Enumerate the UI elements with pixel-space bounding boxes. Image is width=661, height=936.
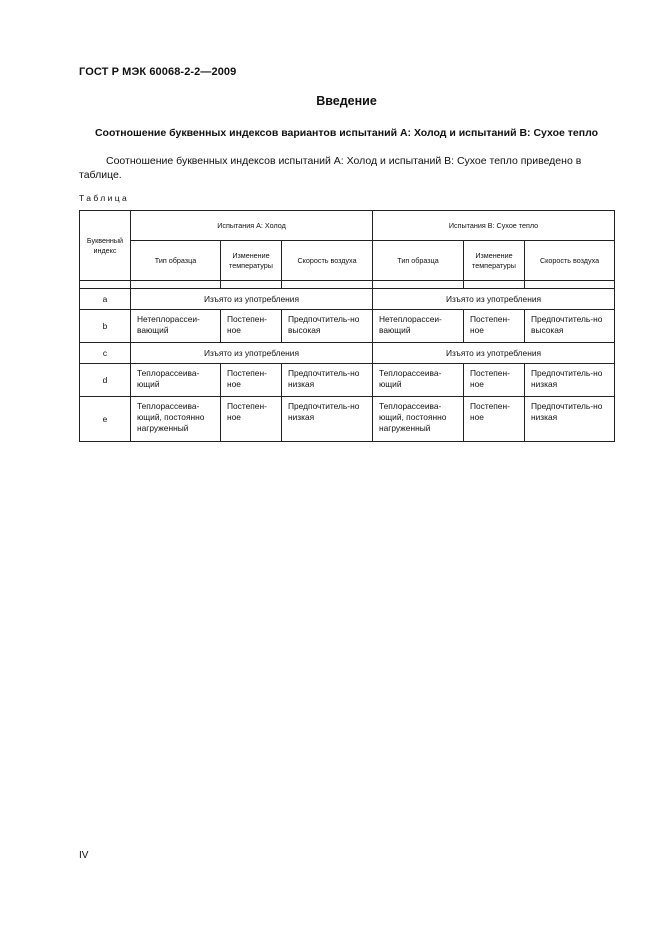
temperature-change-cell: Постепен-ное (464, 310, 525, 343)
subheader-temperature-change: Изменение температуры (464, 241, 525, 281)
subheader-air-velocity: Скорость воздуха (525, 241, 615, 281)
withdrawn-cell: Изъято из употребления (373, 289, 615, 310)
subheader-specimen-type: Тип образца (131, 241, 221, 281)
index-cell: b (80, 310, 131, 343)
standard-designation: ГОСТ Р МЭК 60068-2-2—2009 (79, 66, 237, 78)
subheader-temperature-change: Изменение температуры (221, 241, 282, 281)
temperature-change-cell: Постепен-ное (221, 364, 282, 397)
page-title: Введение (316, 94, 377, 108)
withdrawn-cell: Изъято из употребления (131, 343, 373, 364)
specimen-type-cell: Теплорассеива-ющий (373, 364, 464, 397)
table-row (80, 343, 615, 364)
specimen-type-cell: Нетеплорассеи-вающий (373, 310, 464, 343)
intro-paragraph: Соотношение буквенных индексов испытаний А: Холод и испытаний В: Сухое тепло приведено в таблице. (79, 155, 582, 181)
group-header-dry-heat: Испытания В: Сухое тепло (373, 211, 615, 241)
table-row (80, 397, 615, 442)
temperature-change-cell: Постепен-ное (221, 310, 282, 343)
index-cell: с (80, 343, 131, 364)
table-row (80, 364, 615, 397)
air-velocity-cell: Предпочтитель-но низкая (525, 364, 615, 397)
air-velocity-cell: Предпочтитель-но низкая (282, 397, 373, 442)
specimen-type-cell: Теплорассеива-ющий (131, 364, 221, 397)
air-velocity-cell: Предпочтитель-но высокая (525, 310, 615, 343)
air-velocity-cell: Предпочтитель-но низкая (525, 397, 615, 442)
table-caption: Таблица (79, 193, 130, 203)
withdrawn-cell: Изъято из употребления (373, 343, 615, 364)
spacer-row (80, 281, 615, 289)
temperature-change-cell: Постепен-ное (221, 397, 282, 442)
index-correspondence-table (79, 210, 615, 442)
temperature-change-cell: Постепен-ное (464, 364, 525, 397)
subheader-air-velocity: Скорость воздуха (282, 241, 373, 281)
column-header-index: Буквенный индекс (80, 211, 131, 281)
subheader-specimen-type: Тип образца (373, 241, 464, 281)
index-cell: d (80, 364, 131, 397)
table-row (80, 310, 615, 343)
group-header-cold: Испытания А: Холод (131, 211, 373, 241)
air-velocity-cell: Предпочтитель-но высокая (282, 310, 373, 343)
specimen-type-cell: Нетеплорассеи-вающий (131, 310, 221, 343)
index-cell: е (80, 397, 131, 442)
index-cell: а (80, 289, 131, 310)
temperature-change-cell: Постепен-ное (464, 397, 525, 442)
air-velocity-cell: Предпочтитель-но низкая (282, 364, 373, 397)
page-number: IV (79, 850, 89, 861)
table-row (80, 289, 615, 310)
specimen-type-cell: Теплорассеива-ющий, постоянно нагруженный (373, 397, 464, 442)
specimen-type-cell: Теплорассеива-ющий, постоянно нагруженный (131, 397, 221, 442)
withdrawn-cell: Изъято из употребления (131, 289, 373, 310)
section-subtitle: Соотношение буквенных индексов вариантов испытаний А: Холод и испытаний В: Сухое тепло (94, 127, 599, 139)
